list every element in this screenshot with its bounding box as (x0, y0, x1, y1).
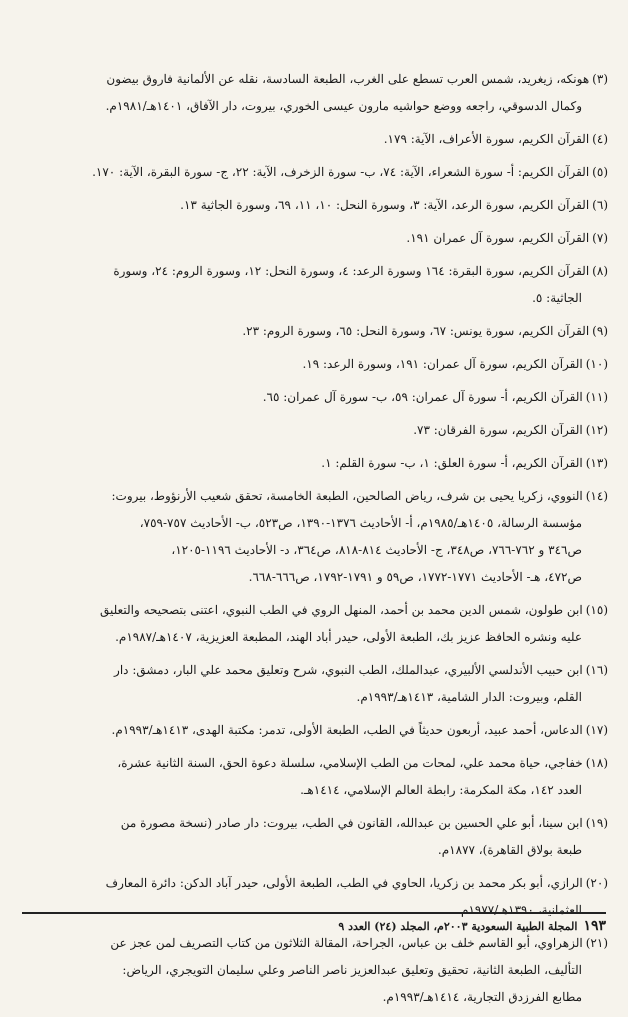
reference-number: (٢٠) (585, 876, 608, 890)
reference-line (20, 957, 608, 984)
references-list (20, 66, 608, 1017)
reference-line (20, 159, 608, 186)
reference-text: القرآن الكريم، أ- سورة العلق: ١، ب- سورة القلم: ١. (321, 456, 583, 470)
reference-line (20, 192, 608, 219)
reference-number: (٧) (592, 231, 608, 245)
reference-text: الدعاس، أحمد عبيد، أربعون حديثاً في الطب، الطبعة الأولى، تدمر: مكتبة الهدى، ١٤١٣هـ/١٩٩٣م. (111, 723, 583, 737)
reference-item (20, 810, 608, 864)
reference-text: القرآن الكريم، سورة الرعد، الآية: ٣، وسورة النحل: ١٠، ١١، ٦٩، وسورة الجاثية ١٣. (180, 198, 590, 212)
reference-item (20, 483, 608, 591)
reference-line (20, 984, 608, 1011)
reference-item (20, 450, 608, 477)
reference-number: (١١) (585, 390, 608, 404)
reference-number: (٩) (592, 324, 608, 338)
journal-citation: المجلة الطبية السعودية ٢٠٠٣م، المجلد (٢٤) العدد ٩ (338, 919, 578, 933)
reference-line (20, 318, 608, 345)
reference-text: طبعة بولاق القاهرة)، ١٨٧٧م. (437, 843, 582, 857)
reference-text: القرآن الكريم: أ- سورة الشعراء، الآية: ٧٤، ب- سورة الزخرف، الآية: ٢٢، ج- سورة البقرة، الآية: ١٧٠. (92, 165, 590, 179)
reference-text: العثمانية، ١٣٩٠هـ/١٩٧٧م. (457, 903, 582, 917)
reference-text: هونكه، زيغريد، شمس العرب تسطع على الغرب، الطبعة السادسة، نقله عن الألمانية فاروق بيضون (106, 72, 590, 86)
reference-text: مؤسسة الرسالة، ١٤٠٥هـ/١٩٨٥م، أ- الأحاديث ١٣٧٦-١٣٩٠، ص٥٢٣، ب- الأحاديث ٧٥٧-٧٥٩، (139, 516, 582, 530)
reference-text: القلم، وبيروت: الدار الشامية، ١٤١٣هـ/١٩٩٣م. (356, 690, 582, 704)
reference-line (20, 126, 608, 153)
reference-number: (٨) (592, 264, 608, 278)
reference-line (20, 684, 608, 711)
reference-number: (١٨) (585, 756, 608, 770)
reference-number: (١٠) (585, 357, 608, 371)
reference-text: وكمال الدسوقي، راجعه ووضع حواشيه مارون عيسى الخوري، بيروت، دار الآفاق، ١٤٠١هـ/١٩٨١م. (105, 99, 582, 113)
reference-item (20, 66, 608, 120)
reference-text: القرآن الكريم، سورة آل عمران ١٩١. (406, 231, 590, 245)
reference-number: (٥) (592, 165, 608, 179)
reference-item (20, 384, 608, 411)
document-page (12, 0, 616, 1004)
reference-line (20, 285, 608, 312)
reference-item (20, 192, 608, 219)
reference-line (20, 417, 608, 444)
reference-line (20, 66, 608, 93)
reference-text: القرآن الكريم، أ- سورة آل عمران: ٥٩، ب- سورة آل عمران: ٦٥. (262, 390, 583, 404)
reference-item (20, 126, 608, 153)
reference-text: القرآن الكريم، سورة آل عمران: ١٩١، وسورة الرعد: ١٩. (302, 357, 583, 371)
reference-line (20, 225, 608, 252)
reference-text: الرازي، أبو بكر محمد بن زكريا، الحاوي في الطب، الطبعة الأولى، حيدر آباد الدكن: دائرة المعارف (105, 876, 583, 890)
reference-number: (١٥) (585, 603, 608, 617)
reference-line (20, 597, 608, 624)
reference-item (20, 750, 608, 804)
reference-number: (٦) (592, 198, 608, 212)
reference-text: ابن سينا، أبو علي الحسين بن عبدالله، القانون في الطب، بيروت: دار صادر (نسخة مصورة من (120, 816, 583, 830)
reference-text: ابن حبيب الأندلسي الألبيري، عبدالملك، الطب النبوي، شرح وتعليق محمد علي البار، دمشق: دار (114, 663, 583, 677)
reference-text: العدد ١٤٢، مكة المكرمة: رابطة العالم الإسلامي، ١٤١٤هـ. (300, 783, 582, 797)
reference-line (20, 717, 608, 744)
reference-text: القرآن الكريم، سورة الفرقان: ٧٣. (413, 423, 583, 437)
reference-line (20, 930, 608, 957)
reference-item (20, 597, 608, 651)
reference-item (20, 351, 608, 378)
reference-line (20, 450, 608, 477)
reference-line (20, 483, 608, 510)
reference-line (20, 351, 608, 378)
reference-text: الزهراوي، أبو القاسم خلف بن عباس، الجراحة، المقالة الثلاثون من كتاب التصريف لمن عجز عن (110, 936, 583, 950)
reference-item (20, 159, 608, 186)
reference-text: ابن طولون، شمس الدين محمد بن أحمد، المنهل الروي في الطب النبوي، اعتنى بتصحيحه والتعليق (99, 603, 583, 617)
reference-line (20, 537, 608, 564)
reference-line (20, 384, 608, 411)
reference-line (20, 564, 608, 591)
page-footer (22, 912, 606, 934)
reference-line (20, 624, 608, 651)
reference-line (20, 777, 608, 804)
reference-item (20, 717, 608, 744)
reference-item (20, 417, 608, 444)
reference-number: (١٢) (585, 423, 608, 437)
reference-line (20, 258, 608, 285)
reference-text: مطابع الفرزدق التجارية، ١٤١٤هـ/١٩٩٣م. (382, 990, 582, 1004)
reference-item (20, 318, 608, 345)
reference-item (20, 930, 608, 1011)
reference-line (20, 510, 608, 537)
reference-number: (١٩) (585, 816, 608, 830)
reference-item (20, 225, 608, 252)
reference-item (20, 258, 608, 312)
reference-number: (١٤) (585, 489, 608, 503)
reference-line (20, 810, 608, 837)
reference-number: (٣) (592, 72, 608, 86)
reference-item (20, 657, 608, 711)
reference-number: (٢١) (585, 936, 608, 950)
reference-number: (١٦) (585, 663, 608, 677)
reference-line (20, 93, 608, 120)
reference-line (20, 837, 608, 864)
reference-text: القرآن الكريم، سورة يونس: ٦٧، وسورة النحل: ٦٥، وسورة الروم: ٢٣. (242, 324, 590, 338)
reference-line (20, 657, 608, 684)
reference-text: ص٣٤٦ و ٧٦٢-٧٦٦، ص٣٤٨، ج- الأحاديث ٨١٤-٨١٨، ص٣٦٤، د- الأحاديث ١١٩٦-١٢٠٥، (171, 543, 582, 557)
reference-number: (١٧) (585, 723, 608, 737)
reference-text: الجاثية: ٥. (532, 291, 582, 305)
reference-text: خفاجي، حياة محمد علي، لمحات من الطب الإسلامي، سلسلة دعوة الحق، السنة الثانية عشرة، (117, 756, 583, 770)
reference-text: القرآن الكريم، سورة الأعراف، الآية: ١٧٩. (383, 132, 590, 146)
reference-text: التأليف، الطبعة الثانية، تحقيق وتعليق عبدالعزيز ناصر الناصر وعلي سليمان التويجري، الرياض: (122, 963, 582, 977)
reference-number: (١٣) (585, 456, 608, 470)
reference-text: النووي، زكريا يحيى بن شرف، رياض الصالحين، الطبعة الخامسة، تحقق شعيب الأرنؤوط، بيروت: (111, 489, 583, 503)
reference-number: (٤) (592, 132, 608, 146)
page-number: ١٩٣ (583, 918, 606, 934)
reference-line (20, 870, 608, 897)
reference-line (20, 750, 608, 777)
reference-text: ص٤٧٢، هـ- الأحاديث ١٧٧١-١٧٧٢، ص٥٩ و ١٧٩١-١٧٩٢، ص٦٦٦-٦٦٨. (248, 570, 582, 584)
reference-text: القرآن الكريم، سورة البقرة: ١٦٤ وسورة الرعد: ٤، وسورة النحل: ١٢، وسورة الروم: ٢٤، وسورة (113, 264, 590, 278)
reference-text: عليه ونشره الحافظ عزيز بك، الطبعة الأولى، حيدر أباد الهند، المطبعة العزيزية، ١٤٠٧هـ/١٩٨٧م. (115, 630, 582, 644)
